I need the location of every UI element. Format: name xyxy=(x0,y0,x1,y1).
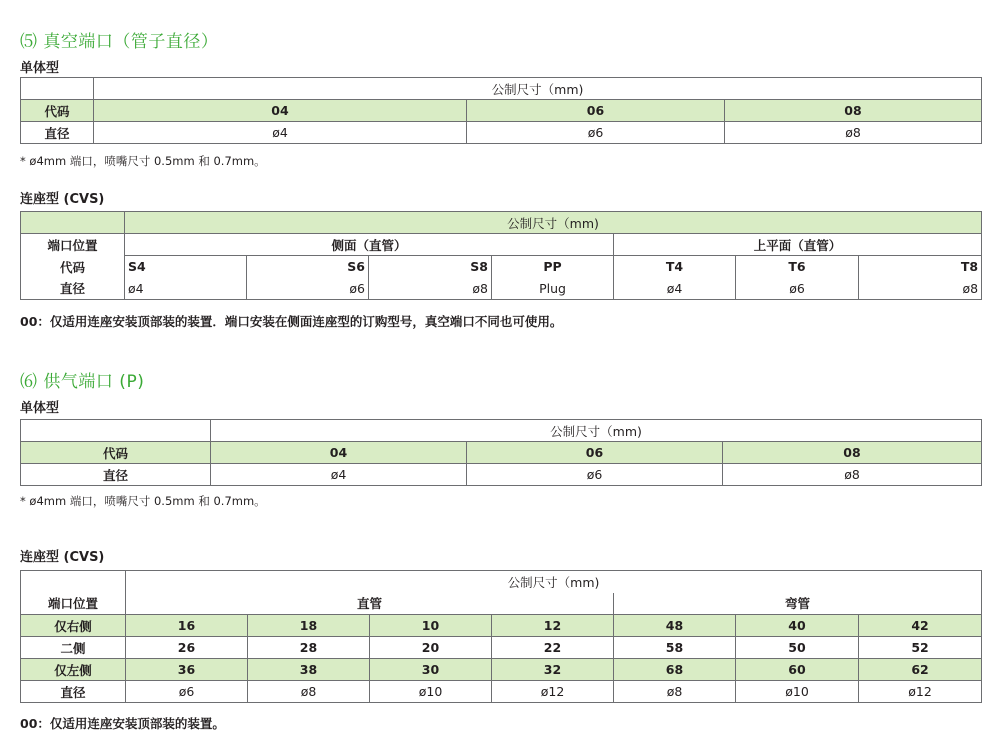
diameter-cell: ø12 xyxy=(859,681,982,703)
code-cell: 28 xyxy=(248,637,370,659)
section5-single-label: 单体型 xyxy=(20,61,60,76)
diameter-cell: ø8 xyxy=(723,464,982,486)
metric-header: 公制尺寸（mm) xyxy=(125,212,982,234)
section5-title: ⑸ 真空端口（管子直径） xyxy=(20,32,219,52)
code-cell: 68 xyxy=(614,659,736,681)
diameter-cell: ø6 xyxy=(247,278,369,300)
code-cell: 62 xyxy=(859,659,982,681)
metric-header: 公制尺寸（mm) xyxy=(94,78,982,100)
row-label: 二侧 xyxy=(21,637,126,659)
code-label: 代码 xyxy=(21,100,94,122)
corner-cell xyxy=(21,420,211,442)
section6-cvs-table xyxy=(20,570,982,703)
code-cell: 10 xyxy=(370,615,492,637)
code-cell: 42 xyxy=(859,615,982,637)
diameter-cell: ø8 xyxy=(369,278,492,300)
code-cell: T6 xyxy=(736,256,859,278)
diameter-label: 直径 xyxy=(21,464,211,486)
diameter-cell: ø10 xyxy=(370,681,492,703)
code-cell: 30 xyxy=(370,659,492,681)
code-cell: S4 xyxy=(125,256,247,278)
section6-cvs-label: 连座型 (CVS) xyxy=(20,550,105,565)
port-position-label: 端口位置 xyxy=(21,593,126,615)
section6-cvs-note xyxy=(20,714,225,732)
code-cell: 08 xyxy=(725,100,982,122)
note-code: 00 xyxy=(20,716,38,731)
diameter-cell: ø10 xyxy=(736,681,859,703)
row-label: 仅右侧 xyxy=(21,615,126,637)
section6-single-label: 单体型 xyxy=(20,401,60,416)
diameter-cell: ø8 xyxy=(725,122,982,144)
code-label: 代码 xyxy=(21,256,125,278)
note-text: ：仅适用连座安装顶部装的装置．端口安装在侧面连座型的订购型号，真空端口不同也可使用。 xyxy=(37,314,563,329)
section5-cvs-note xyxy=(20,312,562,330)
code-cell: S8 xyxy=(369,256,492,278)
metric-header: 公制尺寸（mm) xyxy=(211,420,982,442)
corner-cell xyxy=(21,78,94,100)
section5-single-note: * ø4mm 端口，喷嘴尺寸 0.5mm 和 0.7mm。 xyxy=(20,154,266,168)
note-code: 00 xyxy=(20,314,38,329)
section6-title: ⑹ 供气端口 (P) xyxy=(20,372,145,392)
straight-header: 直管 xyxy=(126,593,614,615)
code-cell: 18 xyxy=(248,615,370,637)
code-cell: 08 xyxy=(723,442,982,464)
code-cell: 20 xyxy=(370,637,492,659)
diameter-cell: ø8 xyxy=(614,681,736,703)
top-straight-header: 上平面（直管） xyxy=(614,234,982,256)
code-cell: 26 xyxy=(126,637,248,659)
diameter-cell: ø6 xyxy=(126,681,248,703)
code-cell: 22 xyxy=(492,637,614,659)
diameter-cell: Plug xyxy=(492,278,614,300)
code-cell: 58 xyxy=(614,637,736,659)
diameter-label: 直径 xyxy=(21,122,94,144)
section5-cvs-table xyxy=(20,211,982,300)
diameter-cell: ø6 xyxy=(467,464,723,486)
diameter-cell: ø8 xyxy=(859,278,982,300)
diameter-cell: ø4 xyxy=(211,464,467,486)
section6-single-note: * ø4mm 端口，喷嘴尺寸 0.5mm 和 0.7mm。 xyxy=(20,494,266,508)
code-cell: T4 xyxy=(614,256,736,278)
code-cell: 36 xyxy=(126,659,248,681)
section5-single-table xyxy=(20,77,982,144)
code-cell: 48 xyxy=(614,615,736,637)
note-text: ：仅适用连座安装顶部装的装置。 xyxy=(37,716,225,731)
diameter-cell: ø6 xyxy=(736,278,859,300)
diameter-label: 直径 xyxy=(21,681,126,703)
metric-header: 公制尺寸（mm) xyxy=(126,571,982,593)
diameter-cell: ø4 xyxy=(94,122,467,144)
code-cell: T8 xyxy=(859,256,982,278)
code-cell: 40 xyxy=(736,615,859,637)
code-cell: S6 xyxy=(247,256,369,278)
section5-cvs-label: 连座型 (CVS) xyxy=(20,192,105,207)
code-cell: 52 xyxy=(859,637,982,659)
side-straight-header: 侧面（直管） xyxy=(125,234,614,256)
row-label: 仅左侧 xyxy=(21,659,126,681)
diameter-cell: ø12 xyxy=(492,681,614,703)
code-cell: 04 xyxy=(94,100,467,122)
code-cell: 32 xyxy=(492,659,614,681)
code-cell: 06 xyxy=(467,442,723,464)
code-label: 代码 xyxy=(21,442,211,464)
code-cell: 12 xyxy=(492,615,614,637)
code-cell: 38 xyxy=(248,659,370,681)
code-cell: 60 xyxy=(736,659,859,681)
diameter-cell: ø4 xyxy=(125,278,247,300)
diameter-cell: ø6 xyxy=(467,122,725,144)
code-cell: 06 xyxy=(467,100,725,122)
diameter-label: 直径 xyxy=(21,278,125,300)
code-cell: 04 xyxy=(211,442,467,464)
section6-single-table xyxy=(20,419,982,486)
diameter-cell: ø8 xyxy=(248,681,370,703)
corner-cell xyxy=(21,571,126,593)
code-cell: PP xyxy=(492,256,614,278)
elbow-header: 弯管 xyxy=(614,593,982,615)
code-cell: 50 xyxy=(736,637,859,659)
port-position-label: 端口位置 xyxy=(21,234,125,256)
diameter-cell: ø4 xyxy=(614,278,736,300)
code-cell: 16 xyxy=(126,615,248,637)
corner-cell xyxy=(21,212,125,234)
